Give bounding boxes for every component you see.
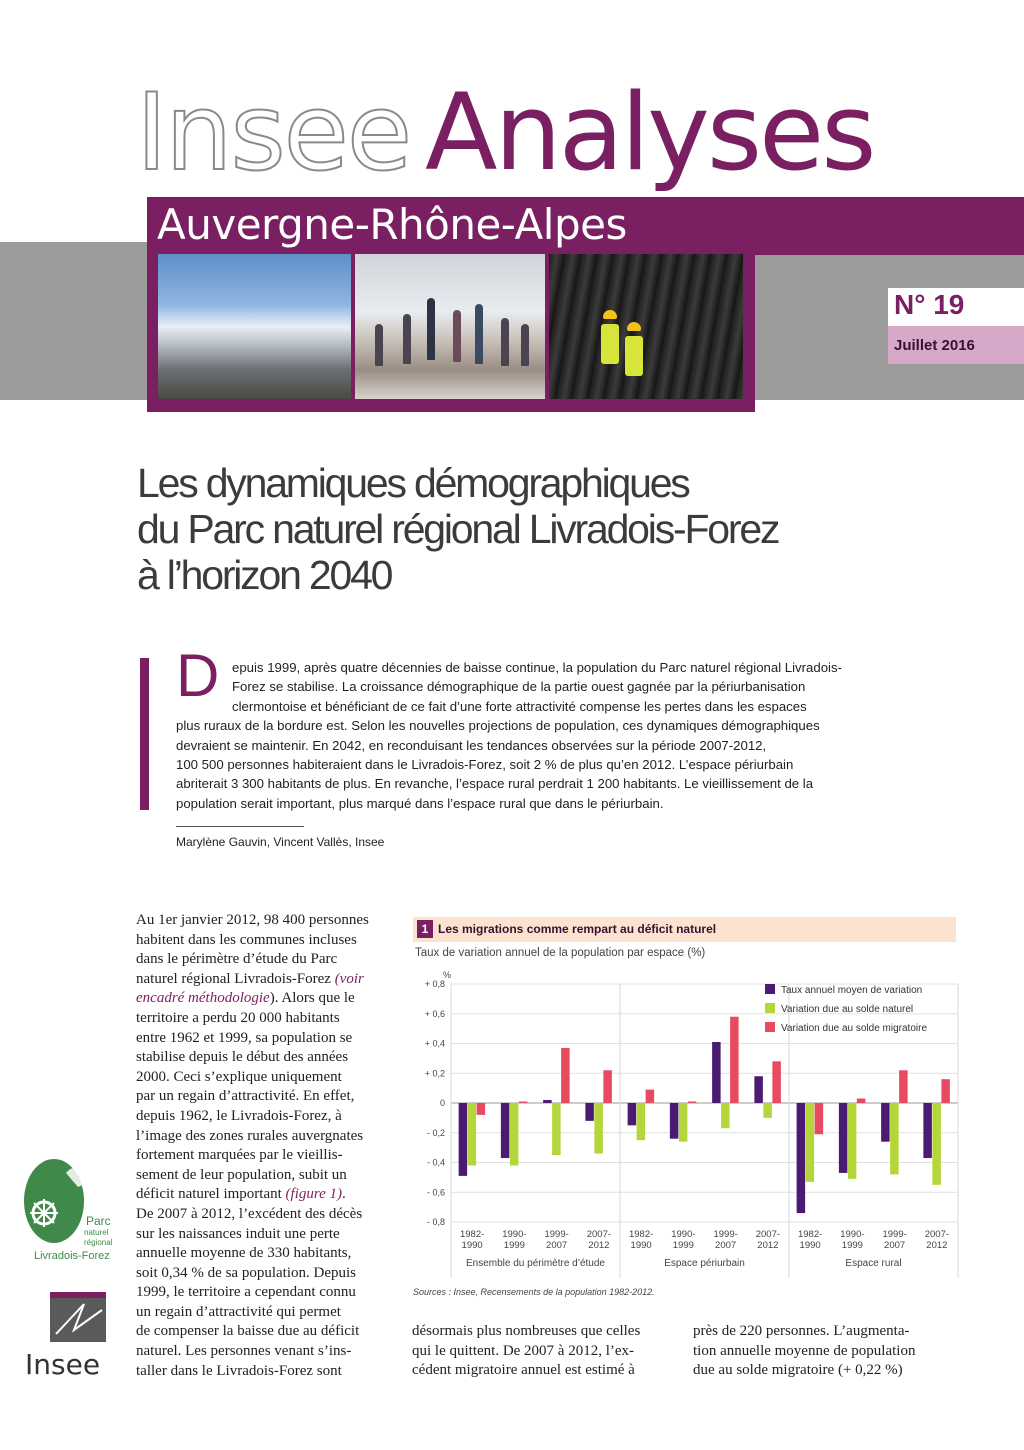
body-line: sur les naissances induit une perte (136, 1225, 340, 1242)
x-tick-label: 1999- (882, 1229, 907, 1240)
y-tick-label: + 0,4 (424, 1038, 445, 1049)
body-text: naturel régional Livradois-Forez (136, 970, 335, 987)
body-line: De 2007 à 2012, l’excédent des décès (136, 1205, 363, 1222)
intro-line: epuis 1999, après quatre décennies de baisse continue, la population du Parc naturel régional Livradois- (232, 660, 842, 675)
chart-bar (637, 1103, 646, 1140)
body-line: cédent migratoire annuel est estimé à (412, 1362, 635, 1379)
x-tick-label: 2012 (588, 1240, 610, 1251)
region-title: Auvergne-Rhône-Alpes (157, 200, 627, 249)
body-line: entre 1962 et 1999, sa population se (136, 1029, 353, 1046)
intro-dropcap: D (176, 642, 220, 709)
chart-bar (881, 1103, 890, 1142)
chart-bar (543, 1100, 552, 1103)
body-line: qui le quittent. De 2007 à 2012, l’ex- (412, 1342, 635, 1359)
x-tick-label: 1999- (713, 1229, 738, 1240)
chart-bar (459, 1103, 468, 1176)
issue-date: Juillet 2016 (894, 337, 975, 354)
intro-line: Forez se stabilise. La croissance démographique de la partie ouest gagnée par la périurbanisation (232, 679, 806, 695)
x-tick-label: 2007 (546, 1240, 568, 1251)
legend-label: Variation due au solde naturel (781, 1004, 914, 1015)
body-column-3 (693, 1322, 963, 1381)
x-tick-label: 2007 (715, 1240, 737, 1251)
x-tick-label: 2007- (755, 1229, 781, 1240)
body-line: stabilise depuis le début des années (136, 1049, 349, 1066)
figure-number: 1 (417, 920, 433, 938)
body-line: dans le périmètre d’étude du Parc (136, 951, 338, 968)
chart-bar (628, 1103, 637, 1125)
chart-bar (510, 1103, 519, 1165)
x-tick-label: 1999 (841, 1240, 863, 1251)
chart-bar (763, 1103, 772, 1118)
x-tick-label: 1982- (628, 1229, 654, 1240)
body-column-1 (136, 911, 401, 1381)
chart-bar (594, 1103, 603, 1154)
chart-bar (585, 1103, 594, 1121)
y-tick-label: - 0,2 (426, 1127, 445, 1138)
intro-line: abriterait 3 300 habitants de plus. En revanche, l’espace rural perdrait 1 200 habitants. Le vieillissement de la (176, 776, 814, 792)
body-line: par un regain d’attractivité. En effet, (136, 1088, 355, 1105)
chart-bar (561, 1048, 570, 1103)
headline-line: Les dynamiques démographiques (137, 460, 689, 506)
chart-bar (730, 1017, 739, 1103)
photo-crowd (355, 254, 545, 399)
x-tick-label: 1990- (502, 1229, 527, 1240)
method-reference-link[interactable]: encadré méthodologie (136, 990, 270, 1007)
chart-bar (721, 1103, 730, 1128)
body-line (136, 911, 401, 931)
x-tick-label: 1999 (672, 1240, 694, 1251)
chart-bar (815, 1103, 824, 1134)
x-tick-label: 2012 (926, 1240, 948, 1251)
x-tick-label: 1990- (840, 1229, 865, 1240)
intro-line: devraient se maintenir. En 2042, en reconduisant les tendances observées sur la période 2007-2012, (176, 737, 767, 753)
chart-bar (899, 1070, 908, 1103)
intro-accent-bar (140, 658, 149, 810)
body-line: territoire a perdu 20 000 habitants (136, 1009, 340, 1026)
svg-text:Parc: Parc (86, 1214, 111, 1228)
chart-bar (468, 1103, 477, 1165)
x-tick-label: 1990 (799, 1240, 821, 1251)
body-line: sement de leur population, subit un (136, 1166, 347, 1183)
body-line: habitent dans les communes incluses (136, 931, 357, 948)
brand-insee: Insee (136, 71, 411, 194)
chart-bar (519, 1102, 528, 1103)
x-tick-label: 1990- (671, 1229, 696, 1240)
body-line: de compenser la baisse due au déficit (136, 1323, 360, 1340)
body-line: un regain d’attractivité qui permet (136, 1303, 341, 1320)
x-tick-label: 1999 (503, 1240, 525, 1251)
chart-bar (857, 1099, 866, 1103)
svg-text:Livradois-Forez: Livradois-Forez (34, 1250, 110, 1262)
legend-label: Taux annuel moyen de variation (781, 985, 923, 996)
intro-line: 100 500 personnes habiteraient dans le Livradois-Forez, soit 2 % de plus qu’en 2012. L’espace périurbain (176, 757, 794, 773)
figure-title: Les migrations comme rempart au déficit naturel (438, 922, 717, 936)
body-text: déficit naturel important (136, 1186, 286, 1203)
y-tick-label: + 0,2 (424, 1068, 445, 1079)
y-tick-label: 0 (439, 1098, 445, 1108)
photo-tyres-workers (549, 254, 743, 399)
body-line: l’image des zones rurales auvergnates (136, 1127, 364, 1144)
x-tick-label: 1982- (797, 1229, 823, 1240)
body-line: taller dans le Livradois-Forez sont (136, 1362, 342, 1379)
x-tick-label: 1990 (630, 1240, 652, 1251)
authors-divider (176, 826, 304, 827)
figure-subtitle: Taux de variation annuel de la population par espace (%) (415, 947, 706, 959)
chart-bar (797, 1103, 806, 1213)
y-tick-label: - 0,6 (426, 1187, 445, 1198)
chart-bar (890, 1103, 899, 1174)
method-reference-link[interactable]: (voir (334, 970, 364, 987)
chart-bar (552, 1103, 561, 1155)
y-tick-label: + 0,8 (424, 979, 445, 989)
y-tick-label: - 0,4 (426, 1157, 445, 1168)
intro-paragraph (176, 658, 956, 813)
figure-reference-link[interactable]: (figure 1) (285, 1186, 343, 1203)
body-text: ). Alors que le (269, 990, 355, 1007)
intro-line: population serait important, plus marqué dans l’espace rural que dans le périurbain. (176, 795, 664, 811)
figure-source: Sources : Insee, Recensements de la population 1982-2012. (413, 1287, 655, 1297)
body-line (136, 970, 401, 990)
body-line: soit 0,34 % de sa population. Depuis (136, 1264, 356, 1281)
chart-bar (501, 1103, 510, 1158)
x-tick-label: 1982- (459, 1229, 485, 1240)
legend-swatch (765, 1003, 775, 1013)
intro-line: plus ruraux de la bordure est. Selon les nouvelles projections de population, ces dynamiques démographiques (176, 718, 820, 734)
body-text: . (342, 1186, 346, 1203)
body-line: due au solde migratoire (+ 0,22 %) (693, 1362, 903, 1379)
body-line: désormais plus nombreuses que celles (412, 1323, 641, 1339)
y-axis-unit: % (443, 970, 452, 980)
body-line: 2000. Ceci s’explique uniquement (136, 1068, 342, 1085)
photo-mountain (158, 254, 351, 399)
body-line: depuis 1962, le Livradois-Forez, à (136, 1107, 342, 1124)
group-label: Espace périurbain (664, 1258, 745, 1269)
chart-bar (603, 1070, 612, 1103)
body-line: 1999, le territoire a cependant connu (136, 1284, 356, 1301)
x-tick-label: 1990 (461, 1240, 483, 1251)
body-line: près de 220 personnes. L’augmenta- (693, 1323, 910, 1339)
legend-swatch (765, 984, 775, 994)
chart-bar (712, 1042, 721, 1103)
y-tick-label: + 0,6 (424, 1008, 445, 1019)
group-label: Ensemble du périmètre d’étude (466, 1258, 605, 1269)
chart-bar (848, 1103, 857, 1179)
headline (137, 460, 837, 598)
intro-line: clermontoise et bénéficiant de ce fait d’une forte attractivité compense les pertes dans les espaces (232, 698, 807, 714)
svg-text:naturel: naturel (84, 1228, 109, 1237)
chart-bar (477, 1103, 486, 1115)
population-variation-chart (413, 966, 963, 1281)
body-line: tion annuelle moyenne de population (693, 1342, 916, 1359)
x-tick-label: 2007 (884, 1240, 906, 1251)
body-line (136, 1185, 401, 1205)
chart-bar (923, 1103, 932, 1158)
body-line: annuelle moyenne de 330 habitants, (136, 1245, 352, 1262)
chart-bar (688, 1102, 697, 1103)
issue-number: N° 19 (894, 289, 965, 320)
chart-bar (806, 1103, 815, 1182)
group-label: Espace rural (845, 1258, 902, 1269)
x-tick-label: 2007- (924, 1229, 950, 1240)
x-tick-label: 2007- (586, 1229, 612, 1240)
legend-swatch (765, 1022, 775, 1032)
chart-bar (941, 1079, 950, 1103)
legend-label: Variation due au solde migratoire (781, 1023, 928, 1034)
svg-text:régional: régional (84, 1238, 112, 1247)
body-column-2 (412, 1322, 682, 1381)
chart-bar (679, 1103, 688, 1142)
headline-line: à l’horizon 2040 (137, 552, 392, 598)
insee-logo-word: Insee (25, 1348, 101, 1381)
y-tick-label: - 0,8 (426, 1217, 445, 1227)
chart-bar (772, 1061, 781, 1103)
brand-analyses: Analyses (425, 71, 874, 194)
parc-livradois-forez-logo (22, 1155, 112, 1273)
chart-bar (646, 1090, 655, 1103)
chart-bar (932, 1103, 941, 1185)
body-line: naturel. Les personnes venant s’ins- (136, 1343, 352, 1360)
body-line (136, 989, 401, 1009)
body-line: fortement marquées par le vieillis- (136, 1147, 343, 1164)
chart-bar (754, 1076, 763, 1103)
authors: Marylène Gauvin, Vincent Vallès, Insee (176, 835, 385, 849)
chart-bar (839, 1103, 848, 1173)
body-text: Au 1er janvier 2012, 98 400 personnes (136, 912, 369, 928)
x-tick-label: 1999- (544, 1229, 569, 1240)
chart-bar (670, 1103, 679, 1139)
headline-line: du Parc naturel régional Livradois-Forez (137, 506, 779, 552)
x-tick-label: 2012 (757, 1240, 779, 1251)
